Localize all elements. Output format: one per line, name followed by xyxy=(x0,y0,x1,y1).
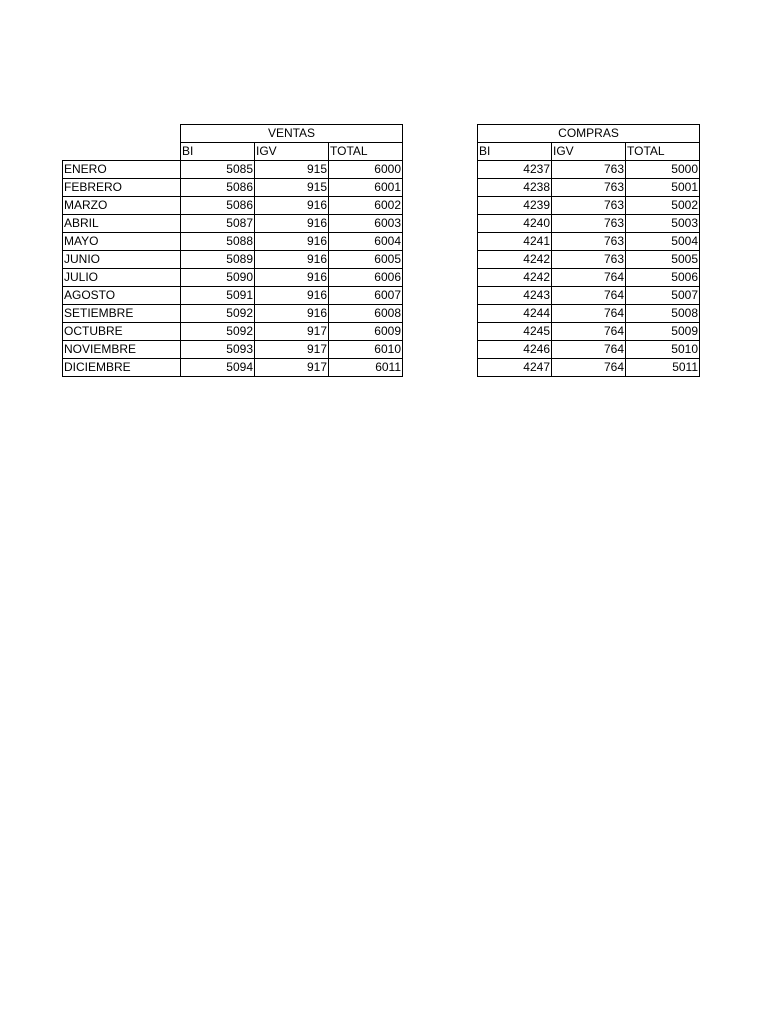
ventas-igv-cell: 916 xyxy=(255,197,329,215)
month-label: JULIO xyxy=(63,269,181,287)
ventas-igv-cell: 916 xyxy=(255,305,329,323)
table-row xyxy=(63,251,403,269)
ventas-total-cell: 6002 xyxy=(329,197,403,215)
compras-total-cell: 5001 xyxy=(626,179,700,197)
compras-igv-cell: 764 xyxy=(552,359,626,377)
ventas-total-cell: 6008 xyxy=(329,305,403,323)
compras-bi-cell: 4243 xyxy=(478,287,552,305)
compras-igv-cell: 764 xyxy=(552,305,626,323)
ventas-header-igv: IGV xyxy=(255,143,329,161)
compras-bi-cell: 4242 xyxy=(478,251,552,269)
ventas-total-cell: 6007 xyxy=(329,287,403,305)
compras-bi-cell: 4247 xyxy=(478,359,552,377)
ventas-table xyxy=(62,124,403,377)
table-row xyxy=(478,359,700,377)
ventas-total-cell: 6009 xyxy=(329,323,403,341)
compras-total-cell: 5010 xyxy=(626,341,700,359)
ventas-igv-cell: 915 xyxy=(255,161,329,179)
ventas-bi-cell: 5090 xyxy=(181,269,255,287)
ventas-header-bi: BI xyxy=(181,143,255,161)
table-row xyxy=(63,233,403,251)
ventas-bi-cell: 5089 xyxy=(181,251,255,269)
ventas-title: VENTAS xyxy=(181,125,403,143)
month-label: NOVIEMBRE xyxy=(63,341,181,359)
month-label: JUNIO xyxy=(63,251,181,269)
ventas-bi-cell: 5092 xyxy=(181,305,255,323)
table-row xyxy=(478,341,700,359)
compras-title: COMPRAS xyxy=(478,125,700,143)
table-row xyxy=(478,251,700,269)
table-row xyxy=(478,323,700,341)
month-label: MARZO xyxy=(63,197,181,215)
ventas-header-row xyxy=(63,143,403,161)
compras-bi-cell: 4238 xyxy=(478,179,552,197)
compras-igv-cell: 764 xyxy=(552,269,626,287)
ventas-bi-cell: 5093 xyxy=(181,341,255,359)
ventas-total-cell: 6004 xyxy=(329,233,403,251)
ventas-bi-cell: 5085 xyxy=(181,161,255,179)
ventas-igv-cell: 916 xyxy=(255,287,329,305)
compras-total-cell: 5003 xyxy=(626,215,700,233)
ventas-bi-cell: 5094 xyxy=(181,359,255,377)
ventas-total-cell: 6010 xyxy=(329,341,403,359)
compras-total-cell: 5011 xyxy=(626,359,700,377)
ventas-igv-cell: 917 xyxy=(255,359,329,377)
ventas-bi-cell: 5091 xyxy=(181,287,255,305)
table-row xyxy=(478,233,700,251)
ventas-igv-cell: 917 xyxy=(255,323,329,341)
ventas-igv-cell: 916 xyxy=(255,233,329,251)
table-row xyxy=(63,215,403,233)
compras-igv-cell: 763 xyxy=(552,233,626,251)
ventas-total-cell: 6011 xyxy=(329,359,403,377)
table-row xyxy=(63,269,403,287)
ventas-total-cell: 6003 xyxy=(329,215,403,233)
compras-igv-cell: 763 xyxy=(552,215,626,233)
compras-total-cell: 5009 xyxy=(626,323,700,341)
compras-header-bi: BI xyxy=(478,143,552,161)
month-label: OCTUBRE xyxy=(63,323,181,341)
compras-title-row xyxy=(478,125,700,143)
compras-igv-cell: 763 xyxy=(552,251,626,269)
month-label: FEBRERO xyxy=(63,179,181,197)
ventas-igv-cell: 915 xyxy=(255,179,329,197)
ventas-title-row xyxy=(63,125,403,143)
compras-bi-cell: 4240 xyxy=(478,215,552,233)
ventas-igv-cell: 917 xyxy=(255,341,329,359)
ventas-total-cell: 6005 xyxy=(329,251,403,269)
compras-igv-cell: 764 xyxy=(552,323,626,341)
ventas-bi-cell: 5087 xyxy=(181,215,255,233)
month-label: SETIEMBRE xyxy=(63,305,181,323)
ventas-igv-cell: 916 xyxy=(255,215,329,233)
compras-header-igv: IGV xyxy=(552,143,626,161)
ventas-bi-cell: 5086 xyxy=(181,179,255,197)
compras-bi-cell: 4239 xyxy=(478,197,552,215)
table-row xyxy=(63,359,403,377)
month-label: AGOSTO xyxy=(63,287,181,305)
compras-igv-cell: 763 xyxy=(552,197,626,215)
table-row xyxy=(63,161,403,179)
compras-igv-cell: 764 xyxy=(552,287,626,305)
ventas-total-cell: 6006 xyxy=(329,269,403,287)
table-row xyxy=(478,197,700,215)
compras-igv-cell: 764 xyxy=(552,341,626,359)
compras-igv-cell: 763 xyxy=(552,161,626,179)
compras-total-cell: 5000 xyxy=(626,161,700,179)
table-row xyxy=(478,179,700,197)
ventas-total-cell: 6000 xyxy=(329,161,403,179)
compras-igv-cell: 763 xyxy=(552,179,626,197)
table-row xyxy=(63,287,403,305)
month-label: MAYO xyxy=(63,233,181,251)
month-label: DICIEMBRE xyxy=(63,359,181,377)
month-label: ABRIL xyxy=(63,215,181,233)
compras-bi-cell: 4237 xyxy=(478,161,552,179)
table-row xyxy=(63,179,403,197)
ventas-bi-cell: 5092 xyxy=(181,323,255,341)
compras-header-total: TOTAL xyxy=(626,143,700,161)
table-row xyxy=(478,215,700,233)
compras-bi-cell: 4244 xyxy=(478,305,552,323)
compras-header-row xyxy=(478,143,700,161)
table-row xyxy=(63,305,403,323)
ventas-igv-cell: 916 xyxy=(255,269,329,287)
compras-total-cell: 5008 xyxy=(626,305,700,323)
table-row xyxy=(478,269,700,287)
compras-bi-cell: 4242 xyxy=(478,269,552,287)
table-row xyxy=(63,323,403,341)
blank-cell xyxy=(63,125,181,143)
table-row xyxy=(63,341,403,359)
blank-cell xyxy=(63,143,181,161)
ventas-header-total: TOTAL xyxy=(329,143,403,161)
table-row xyxy=(478,287,700,305)
table-row xyxy=(478,305,700,323)
compras-total-cell: 5005 xyxy=(626,251,700,269)
compras-table xyxy=(477,124,700,377)
compras-bi-cell: 4246 xyxy=(478,341,552,359)
compras-total-cell: 5004 xyxy=(626,233,700,251)
ventas-bi-cell: 5086 xyxy=(181,197,255,215)
ventas-total-cell: 6001 xyxy=(329,179,403,197)
compras-total-cell: 5002 xyxy=(626,197,700,215)
compras-bi-cell: 4241 xyxy=(478,233,552,251)
compras-total-cell: 5006 xyxy=(626,269,700,287)
ventas-igv-cell: 916 xyxy=(255,251,329,269)
ventas-bi-cell: 5088 xyxy=(181,233,255,251)
table-row xyxy=(478,161,700,179)
month-label: ENERO xyxy=(63,161,181,179)
compras-total-cell: 5007 xyxy=(626,287,700,305)
compras-bi-cell: 4245 xyxy=(478,323,552,341)
table-row xyxy=(63,197,403,215)
